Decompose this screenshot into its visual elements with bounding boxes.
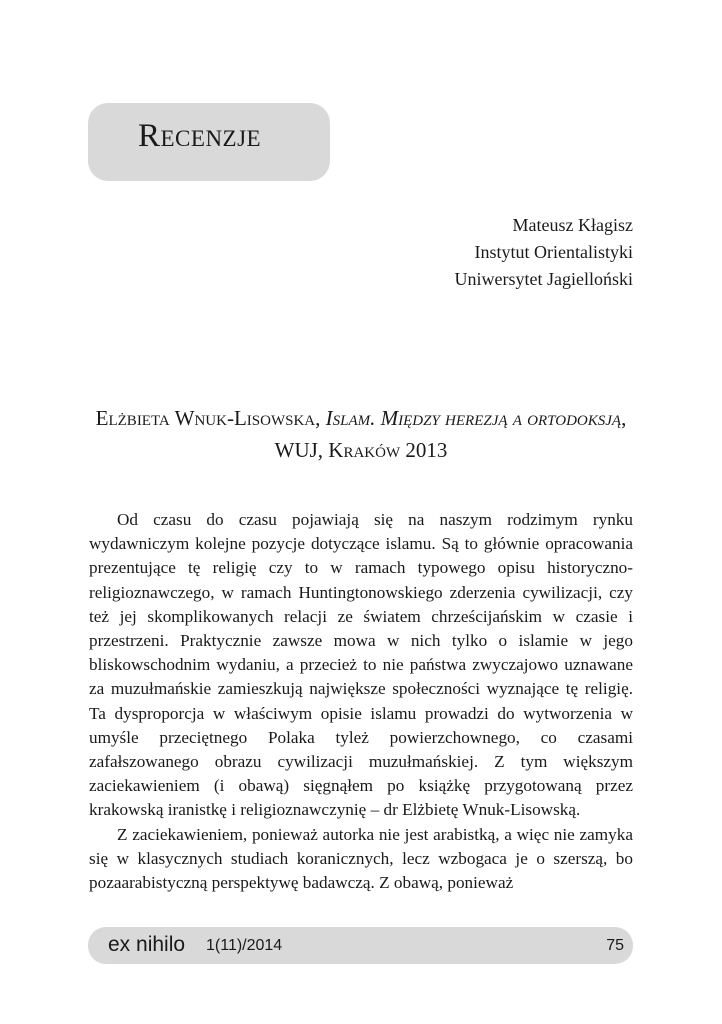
journal-name: ex nihilo xyxy=(108,933,186,956)
page-number: 75 xyxy=(606,937,624,954)
author-university: Uniwersytet Jagielloński xyxy=(454,269,633,289)
author-block xyxy=(455,212,633,293)
section-title: Recenzje xyxy=(138,118,262,154)
book-author: Elżbieta Wnuk-Lisowska, xyxy=(95,406,321,430)
author-name: Mateusz Kłagisz xyxy=(512,215,633,235)
body-paragraph-1: Od czasu do czasu pojawiają się na naszym rodzimym rynku wydawniczym kolejne pozycje dotyczące islamu. Są to głównie opracowania prezentujące tę religię czy to w ramach typowego opisu historyczno-religioznawczego, w ramach Huntingtonowskiego zderzenia cywilizacji, czy też jej skomplikowanych relacji ze światem chrześcijańskim w czasie i przestrzeni. Praktycznie zawsze mowa w nich tylko o islamie w jego bliskowschodnim wydaniu, a przecież to nie państwa zwyczajowo uznawane za muzułmańskie zamieszkują największe społeczności wyznające tę religię. Ta dysproporcja w właściwym opisie islamu prowadzi do wytworzenia w umyśle przeciętnego Polaka tyleż powierzchownego, co czasami zafałszowanego obrazu cywilizacji muzułmańskiej. Z tym większym zaciekawieniem (i obawą) sięgnąłem po książkę przygotowaną przez krakowską iranistkę i religioznawczynię – dr Elżbietę Wnuk-Lisowską. xyxy=(89,510,633,820)
review-body xyxy=(89,508,633,895)
book-title: Islam. Między herezją a ortodoksją xyxy=(325,406,622,430)
book-publisher: , WUJ, Kraków 2013 xyxy=(274,406,627,462)
body-paragraph-2: Z zaciekawieniem, ponieważ autorka nie jest arabistką, a więc nie zamyka się w klasycznych studiach koranicznych, lecz wzbogaca je o szerszą, bo pozaarabistyczną perspektywę badawczą. Z obawą, ponieważ xyxy=(89,824,633,893)
review-title xyxy=(89,402,633,466)
journal-issue: 1(11)/2014 xyxy=(206,937,283,954)
author-institute: Instytut Orientalistyki xyxy=(474,242,633,262)
